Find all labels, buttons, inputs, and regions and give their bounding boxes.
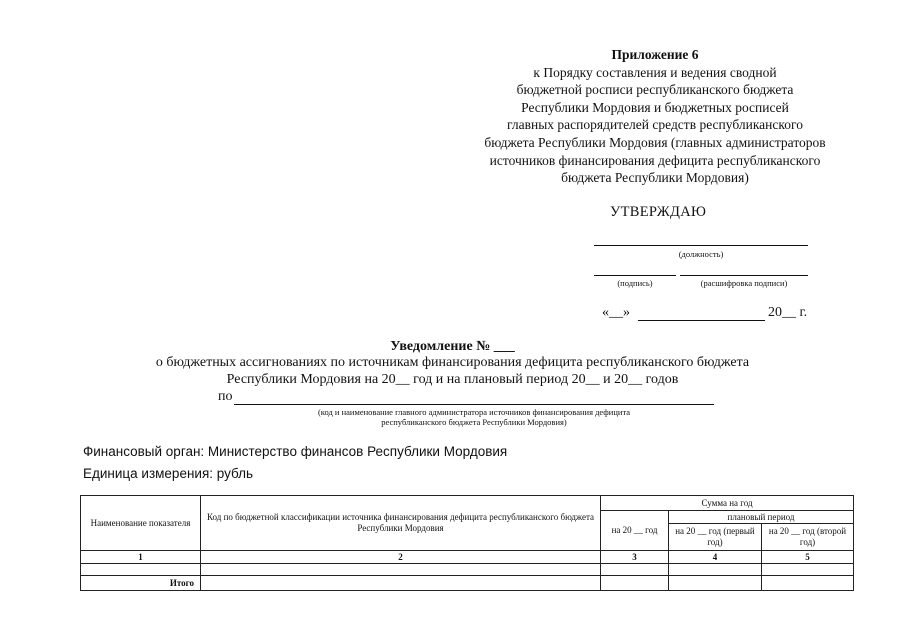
table-cell <box>81 564 201 576</box>
table-cell <box>762 576 854 591</box>
date-year: 20__ г. <box>768 305 808 320</box>
approval-heading: УТВЕРЖДАЮ <box>610 204 707 220</box>
notice-title: Уведомление № ___ <box>390 339 515 354</box>
notice-by-line <box>234 404 714 405</box>
signature-line <box>594 275 676 276</box>
header-current-year: на 20 __ год <box>601 511 669 551</box>
unit-of-measure: Единица измерения: рубль <box>83 466 254 481</box>
annex-line: источников финансирования дефицита республиканского <box>489 152 821 168</box>
notice-line-2: Республики Мордовия на 20__ год и на плановый период 20__ и 20__ годов <box>226 372 679 387</box>
table-row <box>81 564 854 576</box>
annex-title: Приложение 6 <box>611 47 699 62</box>
position-line <box>594 245 808 246</box>
table-cell <box>601 576 669 591</box>
column-number: 1 <box>81 551 201 564</box>
date-month-line <box>638 320 765 321</box>
notice-by-caption-1: (код и наименование главного администратора источников финансирования дефицита <box>317 407 631 417</box>
annex-line: Республики Мордовия и бюджетных росписей <box>521 99 789 115</box>
table-cell <box>201 576 601 591</box>
notice-by-label: по <box>218 389 233 404</box>
annex-block <box>440 46 870 187</box>
header-first-year: на 20 __ год (первый год) <box>669 524 762 551</box>
notice-by-caption-2: республиканского бюджета Республики Мордовия) <box>381 417 567 427</box>
total-row <box>81 576 854 591</box>
annex-line: бюджета Республики Мордовия) <box>561 170 749 186</box>
column-number: 3 <box>601 551 669 564</box>
column-number: 2 <box>201 551 601 564</box>
table-cell <box>762 564 854 576</box>
annex-line: главных распорядителей средств республиканского <box>507 117 803 133</box>
annex-line: к Порядку составления и ведения сводной <box>533 64 777 80</box>
total-label: Итого <box>81 576 201 591</box>
column-number: 4 <box>669 551 762 564</box>
table-cell <box>669 564 762 576</box>
table-cell <box>601 564 669 576</box>
decoding-caption: (расшифровка подписи) <box>700 278 788 288</box>
header-sum-per-year: Сумма на год <box>601 496 854 511</box>
allocations-table <box>80 495 854 591</box>
decoding-line <box>680 275 808 276</box>
annex-line: бюджетной росписи республиканского бюджета <box>516 82 794 98</box>
header-planning-period: плановый период <box>669 511 854 524</box>
annex-line: бюджета Республики Мордовия (главных администраторов <box>484 134 826 150</box>
finance-body: Финансовый орган: Министерство финансов Республики Мордовия <box>83 444 508 459</box>
header-indicator-name: Наименование показателя <box>81 496 201 551</box>
header-classification-code: Код по бюджетной классификации источника финансирования дефицита республиканского бюджета Республики Мордовия <box>201 496 601 551</box>
date-day: «__» <box>602 305 630 320</box>
header-second-year: на 20 __ год (второй год) <box>762 524 854 551</box>
notice-line-1: о бюджетных ассигнованиях по источникам финансирования дефицита республиканского бюджета <box>155 355 750 370</box>
signature-caption: (подпись) <box>617 278 653 288</box>
position-caption: (должность) <box>678 249 724 259</box>
table-cell <box>669 576 762 591</box>
table-cell <box>201 564 601 576</box>
column-number: 5 <box>762 551 854 564</box>
